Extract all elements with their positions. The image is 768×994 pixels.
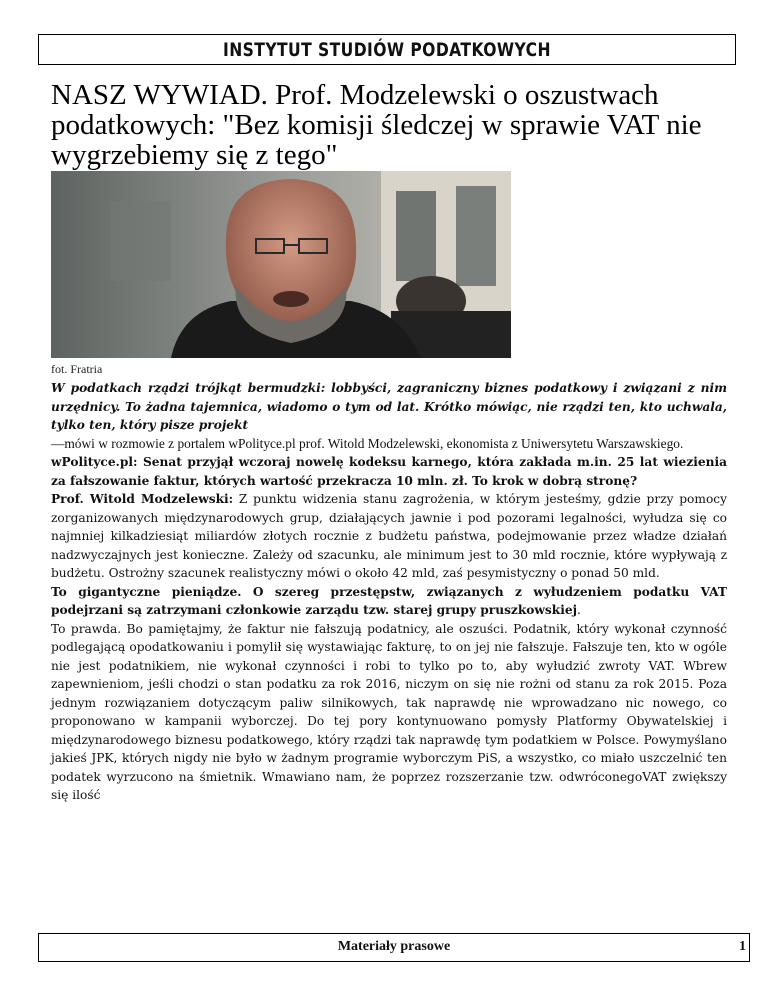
page-footer bbox=[38, 933, 750, 962]
interview-answer-2: To prawda. Bo pamiętajmy, że faktur nie fałszują podatnicy, ale oszuści. Podatnik, który wykonał czynność podlegającą opodatkowaniu i pomylił się wystawiając fakturę, to on jej nie fałszuje. Fałszuje ten, kto w ogóle nie jest podatnikiem, nie wykonał czynności i robi to tylko po to, aby wyłudzić zwroty VAT. Wbrew zapewnieniom, jeśli chodzi o stan podatku za rok 2016, niczym on się nie rożni od stanu za rok 2015. Poza jednym rozwiązaniem dotyczącym paliw silnikowych, tak naprawdę nie wprowadzano nic nowego, co proponowano w kampanii wyborczej. Do tej pory kontynuowano pomysły Platformy Obywatelskiej i międzynarodowego biznesu podatkowego, który rządzi tak naprawdę tym podatkiem w Polsce. Powymyślano jakieś JPK, których nigdy nie było w żadnym programie wyborczym PiS, a wszystko, co miało uszczelnić ten podatek wyrzucono na śmietnik. Wmawiano nam, że poprzez rozszerzanie tzw. odwróconegoVAT zwiększy się ilość bbox=[51, 621, 727, 802]
interview-question-1: wPolityce.pl: Senat przyjął wczoraj nowelę kodeksu karnego, która zakłada m.in. 25 lat wiezienia za fałszowanie faktur, których wartość przekracza 10 mln. zł. To krok w dobrą stronę? bbox=[51, 455, 727, 488]
article-lead: W podatkach rządzi trójkąt bermudzki: lobbyści, zagraniczny biznes podatkowy i związani z nim urzędnicy. To żadna tajemnica, wiadomo o tym od lat. Krótko mówiąc, nie rządzi ten, kto uchwala, tylko ten, który pisze projekt bbox=[51, 381, 727, 432]
interview-question-2 bbox=[51, 583, 727, 620]
photo-caption: fot. Fratria bbox=[51, 362, 103, 376]
photo-illustration bbox=[51, 171, 511, 358]
interview-answer-1 bbox=[51, 490, 727, 583]
answer-1-text: Z punktu widzenia stanu zagrożenia, w którym jesteśmy, gdzie przy pomocy zorganizowanych międzynarodowych grup, działających jawnie i pod pozorami legalności, wyłudza się co najmniej kilkadziesiąt miliardów złotych rocznie z budżetu państwa, podejmowanie przez władze działań nadzwyczajnych jest konieczne. Zależy od szacunku, ale minimum jest to 30 mld rocznie, które wypływają z budżetu. Ostrożny szacunek realistyczny mówi o około 42 mld, zaś pesymistyczny o ponad 50 mld. bbox=[51, 492, 727, 580]
article-photo bbox=[51, 171, 511, 358]
footer-label: Materiały prasowe bbox=[337, 939, 451, 954]
institute-header bbox=[38, 34, 736, 65]
institute-name: INSTYTUT STUDIÓW PODATKOWYCH bbox=[223, 38, 551, 61]
question-2-end: . bbox=[577, 603, 581, 617]
article-attribution: —mówi w rozmowie z portalem wPolityce.pl prof. Witold Modzelewski, ekonomista z Uniwersytetu Warszawskiego. bbox=[51, 435, 684, 451]
question-2-text: To gigantyczne pieniądze. O szereg przestępstw, związanych z wyłudzeniem podatku VAT podejrzani są zatrzymani członkowie zarządu tzw. starej grupy pruszkowskiej bbox=[51, 584, 727, 617]
answer-speaker: Prof. Witold Modzelewski: bbox=[51, 492, 234, 506]
article-title: NASZ WYWIAD. Prof. Modzelewski o oszustwach podatkowych: "Bez komisji śledczej w sprawie VAT nie wygrzebiemy się z tego" bbox=[51, 79, 702, 171]
article-body bbox=[51, 379, 727, 805]
page-number: 1 bbox=[739, 939, 746, 954]
